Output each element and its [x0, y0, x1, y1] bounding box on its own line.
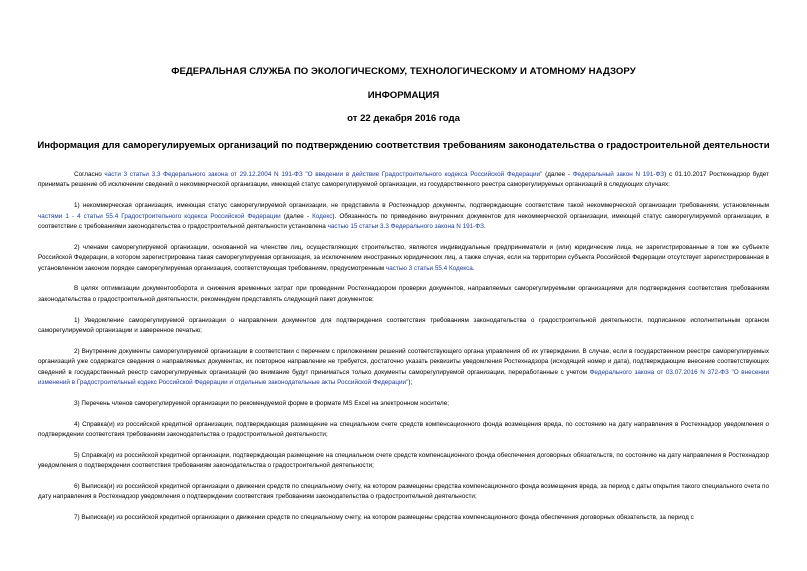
law-link[interactable]: Федерального закона от 03.07.2016 N 372-ФЗ "О внесении изменений в Градостроительный кодекс Российской Федерации и отдельные законодательные акты Российской Федерации": [38, 368, 769, 387]
code-link[interactable]: частями 1 - 4 статьи 55.4 Градостроительного кодекса Российской Федерации: [38, 212, 281, 220]
paragraph-item-6: [38, 482, 769, 503]
text: 1) Уведомление саморегулируемой организации о направлении документов для подтверждения соответствия требованиям законодательства о градостроительной деятельности, подписанное исполнительным органом саморегулируемой организации и заверенное печатью;: [38, 316, 769, 335]
paragraph-item-2: [38, 347, 769, 389]
text: 5) Справка(и) из российской кредитной организации, подтверждающая размещение на специальном счете средств компенсационного фонда обеспечения договорных обязательств, по состоянию на дату направления в Ростехнадзор уведомления о подтверждении соответствия требованиям законодательства о градостроительной деятельности;: [38, 451, 769, 470]
text: 2) Внутренние документы саморегулируемой организации в соответствии с перечнем с приложением решений соответствующего органа управления об их утверждении. В случае, если в государственном реестре саморегулируемых организаций уже содержатся сведения о направляемых документах, их повторное направление не требуется, достаточно указать реквизиты уведомления Ростехнадзора (исходящий номер и дата), подтверждающие внесение соответствующих сведений в государственный реестр саморегулируемых организаций (во внимание будут приниматься только документы саморегулируемой организации, переработанные с учетом: [38, 347, 769, 376]
paragraph-item-1: [38, 316, 769, 337]
law-link[interactable]: части 3 статьи 3.3 Федерального закона от 29.12.2004 N 191-ФЗ "О введении в действие Градостроительного кодекса Российской Федерации": [104, 171, 543, 178]
code-link[interactable]: Кодекс: [312, 212, 333, 220]
document-title: Информация для саморегулируемых организаций по подтверждению соответствия требованиям законодательства о градостроительной деятельности: [37, 140, 770, 151]
document-body: [38, 170, 769, 534]
paragraph-recommendation: [38, 284, 769, 305]
text: 2) членами саморегулируемой организации, основанной на членстве лиц, осуществляющих строительство, являются индивидуальные предприниматели и (или) юридические лица, не зарегистрированные в том же субъекте Российской Федерации, в котором зарегистрирована такая саморегулируемая организация, за исключением иностранных юридических лиц, а также случая, если на территории субъекта Российской Федерации отсутствует зарегистрированная в установленном законом порядке саморегулируемая организация, соответствующая требованиям, предусмотренным: [38, 243, 769, 272]
document-type-heading: ИНФОРМАЦИЯ: [367, 90, 440, 101]
paragraph-intro: [38, 170, 769, 191]
paragraph-item-4: [38, 420, 769, 441]
text: 3) Перечень членов саморегулируемой организации по рекомендуемой форме в формате MS Excel на электронном носителе;: [74, 399, 449, 407]
paragraph-case-2: [38, 243, 769, 274]
text: .: [472, 264, 475, 272]
text: Согласно: [74, 171, 105, 178]
text: 4) Справка(и) из российской кредитной организации, подтверждающая размещение на специальном счете средств компенсационного фонда возмещения вреда, по состоянию на дату направления в Ростехнадзор уведомления о подтверждении соответствия требованиям законодательства о градостроительной деятельности;: [38, 420, 769, 439]
text: 6) Выписка(и) из российской кредитной организации о движении средств по специальному счету, на котором размещены средства компенсационного фонда возмещения вреда, за период с даты открытия такого специального счета по дату направления в Ростехнадзор уведомления о подтверждении соответствия требованиям законодательства о градостроительной деятельности;: [38, 483, 769, 501]
text: 1) некоммерческая организация, имеющая статус саморегулируемой организации, не представила в Ростехнадзор документы, подтверждающие соответствие такой некоммерческой организации требованиям, установленным: [74, 202, 769, 210]
paragraph-item-3: [38, 399, 769, 409]
paragraph-item-7: [38, 513, 769, 523]
paragraph-case-1: [38, 201, 769, 232]
code-link[interactable]: частью 3 статьи 55.4 Кодекса: [385, 264, 473, 272]
text: 7) Выписка(и) из российской кредитной организации о движении средств по специальному счету, на котором размещены средства компенсационного фонда обеспечения договорных обязательств, за период с: [74, 514, 694, 522]
law-link[interactable]: Федеральный закон N 191-ФЗ: [572, 171, 665, 178]
organization-heading: ФЕДЕРАЛЬНАЯ СЛУЖБА ПО ЭКОЛОГИЧЕСКОМУ, ТЕХНОЛОГИЧЕСКОМУ И АТОМНОМУ НАДЗОРУ: [171, 66, 636, 77]
text: .: [483, 223, 486, 231]
text: );: [408, 379, 413, 387]
law-link[interactable]: частью 15 статьи 3.3 Федерального закона N 191-ФЗ: [327, 223, 484, 231]
text: ) с 01.10.2017 Ростехнадзор будет принимать решение об исключении сведений о некоммерческой организации, имеющей статус саморегулируемой организации, из государственного реестра саморегулируемых организаций в следующих случаях:: [38, 171, 770, 189]
document-date: от 22 декабря 2016 года: [347, 113, 460, 124]
text: (далее -: [542, 171, 573, 178]
text: (далее -: [280, 212, 313, 220]
text: В целях оптимизации документооборота и снижения временных затрат при проведении Ростехнадзором проверки документов, направляемых саморегулируемыми организациями для подтверждения соответствия требованиям законодательства о градостроительной деятельности, рекомендуем представлять следующий пакет документов:: [38, 285, 769, 303]
paragraph-item-5: [38, 451, 769, 472]
text: ). Обязанность по приведению внутренних документов для некоммерческой организации, имеющей статус саморегулируемой организации, в соответствие с требованиями законодательства о градостроительной деятельности установлена: [38, 212, 769, 231]
